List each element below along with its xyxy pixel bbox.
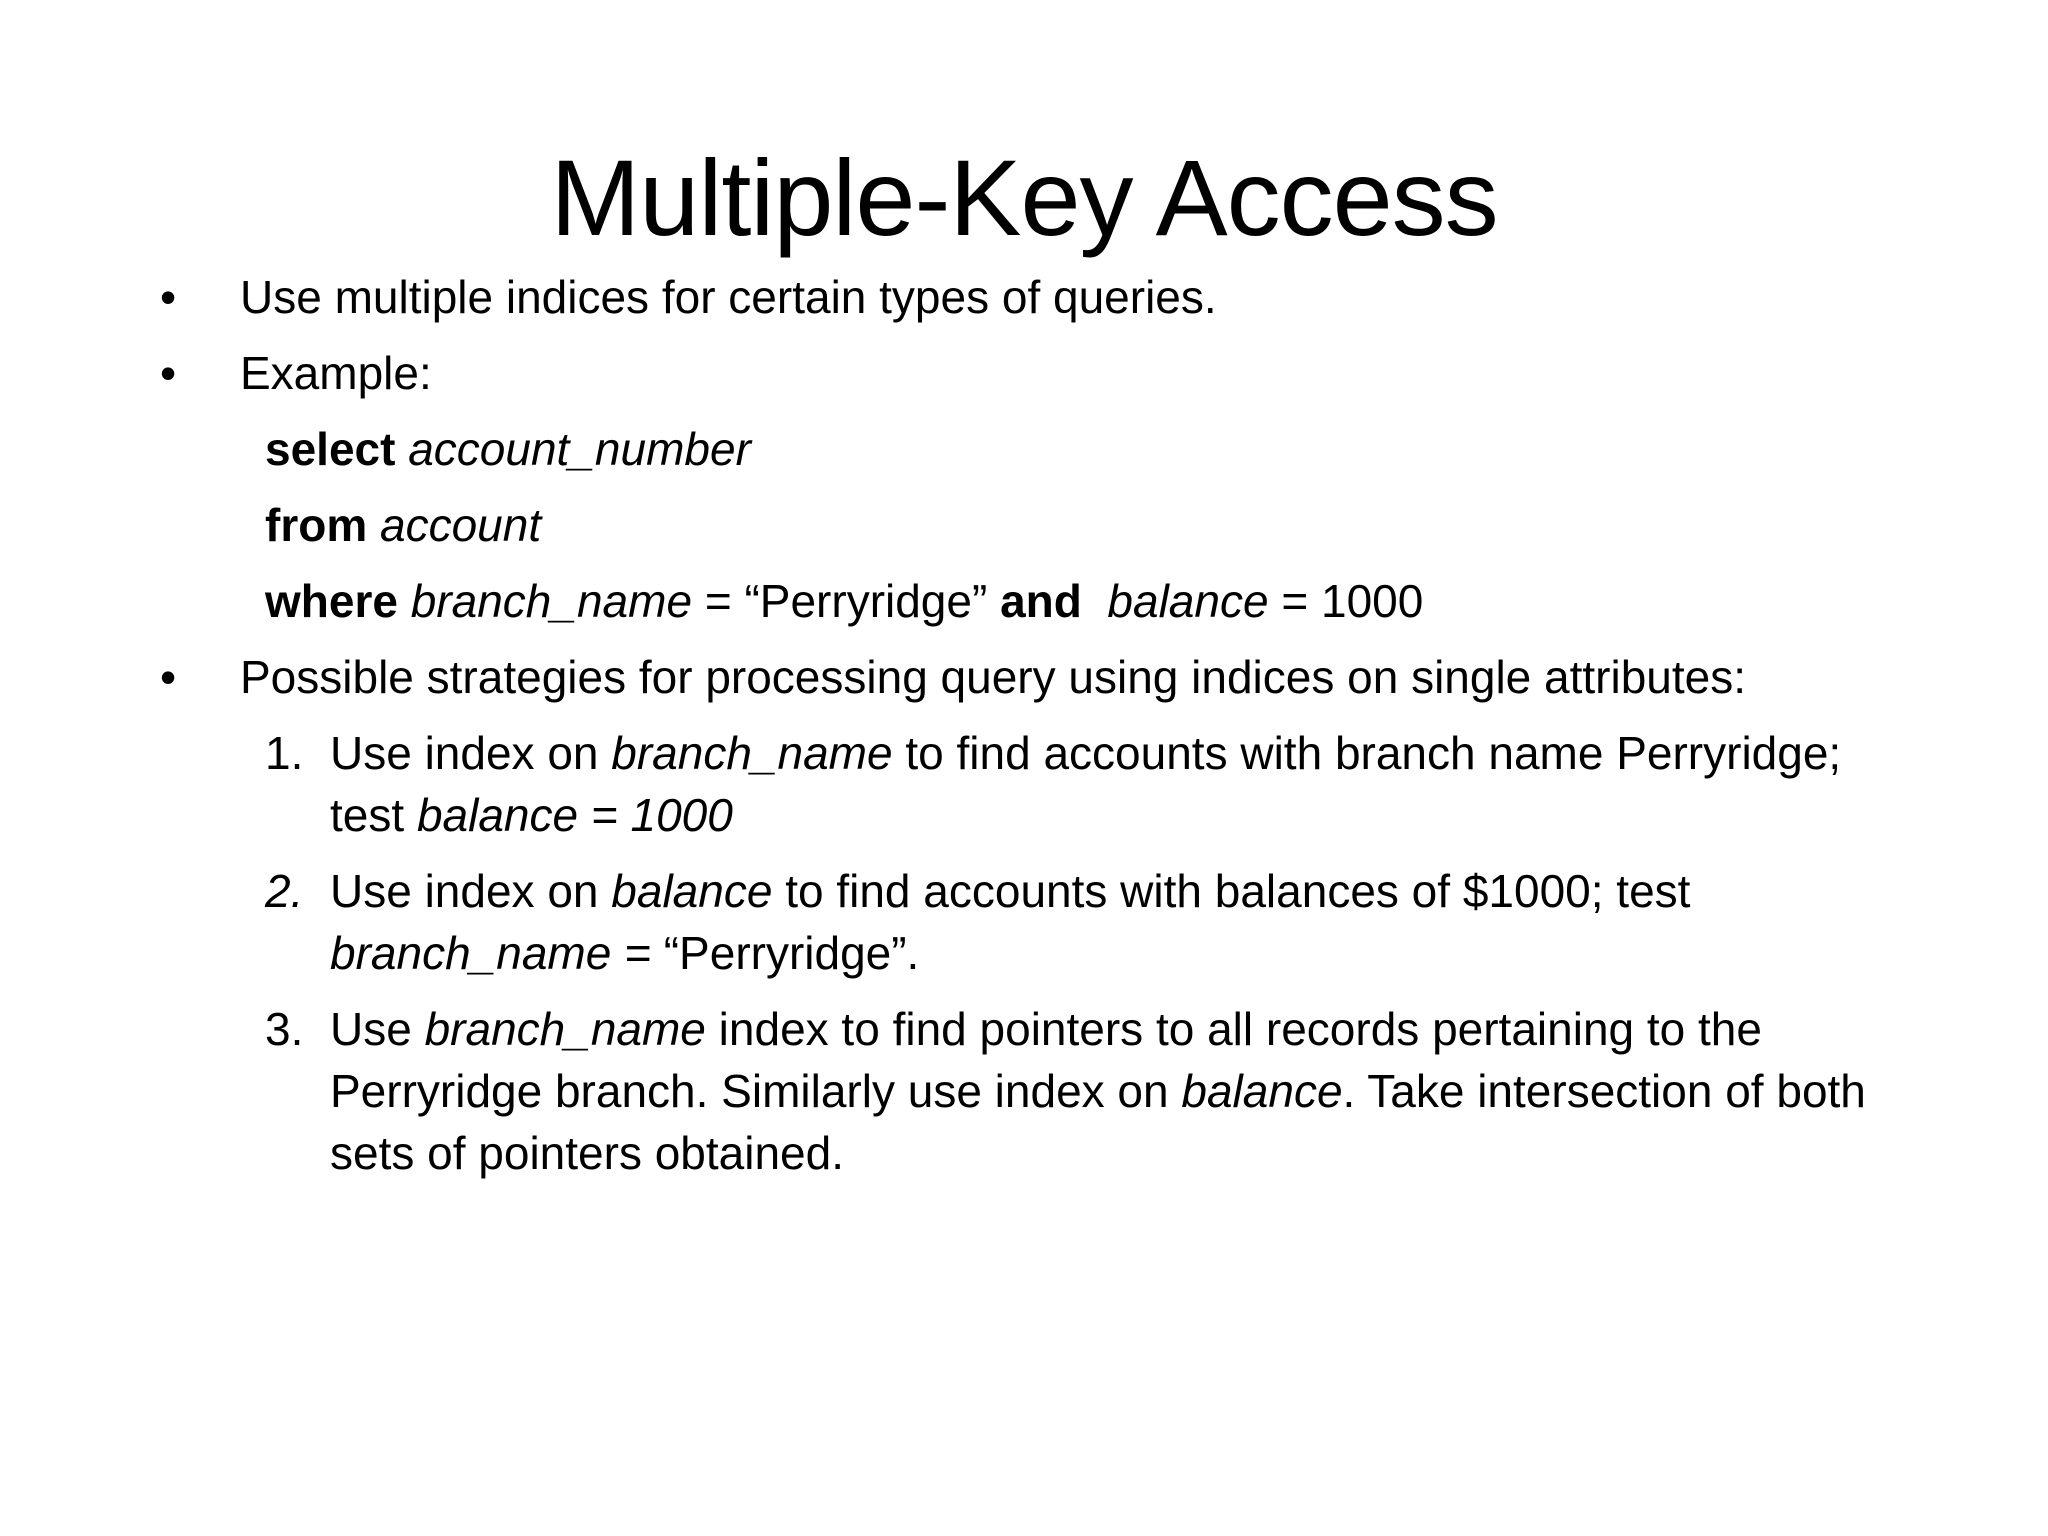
bullet-item	[160, 646, 1900, 708]
strategy-text-italic: branch_name	[424, 1003, 706, 1055]
strategy-text-italic: balance	[1181, 1065, 1343, 1117]
slide-title: Multiple-Key Access	[550, 137, 1498, 258]
bullet-marker: •	[160, 651, 177, 703]
bullet-item	[160, 342, 1900, 404]
keyword-where: where	[265, 575, 398, 627]
slide-body	[160, 266, 1900, 1198]
strategy-text-italic: branch_name	[611, 727, 893, 779]
strategy-text	[330, 865, 1690, 979]
strategy-item-1	[160, 722, 1900, 846]
strategy-number: 1.	[265, 727, 304, 779]
strategy-item-3	[160, 998, 1900, 1184]
where-eq-branch: = “Perryridge”	[692, 575, 1001, 627]
keyword-from: from	[265, 499, 368, 551]
strategy-text-part: Use index on	[330, 727, 612, 779]
where-attr-balance: balance	[1107, 575, 1269, 627]
strategy-number: 3.	[265, 1003, 304, 1055]
bullet-text: Example:	[240, 347, 432, 399]
strategy-text-part: to find accounts with balances of $1000; test	[772, 865, 1691, 917]
strategy-text-part: to find accounts with branch name Perryridge; test	[330, 727, 1842, 841]
strategy-text-part: index to find pointers to all records pertaining to the Perryridge branch. Similarly use index on	[330, 1003, 1762, 1117]
strategy-text-italic: branch_name =	[330, 927, 651, 979]
strategy-text-part: . Take intersection of both sets of pointers obtained.	[330, 1065, 1866, 1179]
strategy-text	[330, 1003, 1866, 1179]
keyword-select: select	[265, 423, 396, 475]
bullet-marker: •	[160, 271, 177, 323]
from-table: account	[380, 499, 542, 551]
query-from-line	[160, 494, 1900, 556]
strategy-text	[330, 727, 1841, 841]
bullet-text: Possible strategies for processing query using indices on single attributes:	[240, 651, 1747, 703]
query-where-line	[160, 570, 1900, 632]
strategy-text-part: Use index on	[330, 865, 612, 917]
strategy-number: 2.	[265, 865, 304, 917]
select-column: account_number	[408, 423, 751, 475]
strategy-text-italic: balance	[611, 865, 773, 917]
query-select-line	[160, 418, 1900, 480]
strategy-text-part: “Perryridge”.	[650, 927, 920, 979]
strategy-text-italic: balance = 1000	[416, 789, 733, 841]
bullet-item	[160, 266, 1900, 328]
strategy-item-2	[160, 860, 1900, 984]
bullet-marker: •	[160, 347, 177, 399]
where-eq-balance: = 1000	[1268, 575, 1424, 627]
keyword-and: and	[1000, 575, 1082, 627]
where-attr-branch: branch_name	[410, 575, 693, 627]
strategy-text-part: Use	[330, 1003, 425, 1055]
bullet-text: Use multiple indices for certain types of queries.	[240, 271, 1217, 323]
